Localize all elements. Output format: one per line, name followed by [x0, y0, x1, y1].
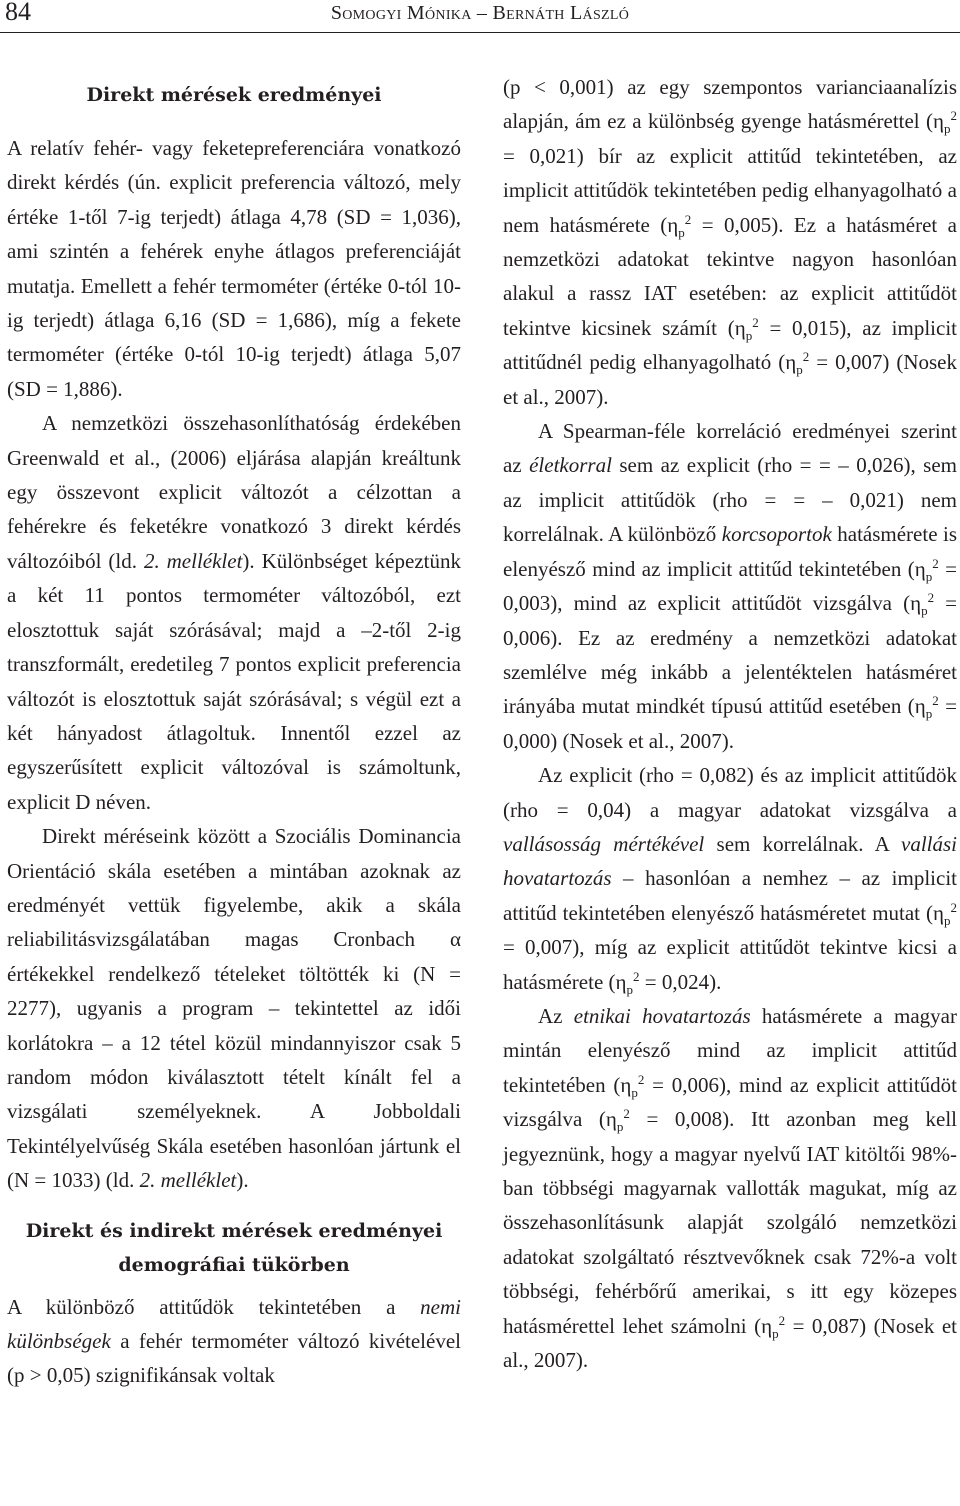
- paragraph: A nemzetközi összehasonlíthatóság érdekében Greenwald et al., (2006) eljárása alapján kreáltunk egy összevont explicit változót a célzottan a fehérekre és feketékre vonatkozó 3 direkt kérdés változóiból (ld. 2. melléklet). Különbséget képeztünk a két 11 pontos termométer változóból, ezt elosztottuk saját szórásával; majd a –2-től 2-ig transzformált, eredetileg 7 pontos explicit preferencia változót is elosztottuk saját szórásával; s végül ezt a két hányadost átlagoltuk. Innentől ezzel az egyszerűsített explicit változóval is számoltunk, explicit D néven.: [7, 411, 461, 814]
- paragraph: Az explicit (rho = 0,082) és az implicit attitűdök (rho = 0,04) a magyar adatokat vizsgálva a vallásosság mértékével sem korrelálnak. A vallási hovatartozás – hasonlóan a nemhez – az implicit attitűd tekintetében elenyésző hatásméretet mutat $(\eta_p^2 = 0,007)$, míg az explicit attitűdöt tekintve kicsi a hatásmérete $(\eta_p^2 = 0,024)$.: [503, 763, 957, 997]
- paragraph: Direkt méréseink között a Szociális Dominancia Orientáció skála esetében a mintában azoknak az eredményét vettük figyelembe, akik a skála reliabilitásvizsgálatában magas Cronbach α értékekkel rendelkező tételeket töltötték ki (N = 2277), ugyanis a program – tekintettel az idői korlátokra – a 12 tétel közül mindannyiszor csak 5 random módon kiválasztott tételt kínált fel a vizsgálati személyeknek. A Jobboldali Tekintélyelvűség Skála esetében hasonlóan jártunk el (N = 1033) (ld. 2. melléklet).: [7, 824, 461, 1193]
- section-heading: Direkt és indirekt mérések eredményei demográfiai tükörben: [25, 1219, 443, 1276]
- section-heading: Direkt mérések eredményei: [86, 84, 382, 106]
- running-head: Somogyi Mónika – Bernáth László: [330, 2, 630, 24]
- page-header: [0, 0, 960, 30]
- page-number: 84: [5, 0, 31, 26]
- paragraph: A különböző attitűdök tekintetében a nemi különbségek a fehér termométer változó kivételével (p > 0,05) szignifikánsak voltak: [7, 1294, 461, 1388]
- paragraph: Az etnikai hovatartozás hatásmérete a magyar mintán elenyésző mind az implicit attitűd tekintetében $(\eta_p^2 = 0,006)$, mind az explicit attitűdöt vizsgálva $(\eta_p^2 = 0,008)$. Itt azonban meg kell jegyeznünk, hogy a magyar nyelvű IAT kitöltői 98%-ban többségi magyarnak vallották magukat, míg az összehasonlításunk alapját szolgáló nemzetközi adatokat szolgáltató résztvevőknek csak 72%-a volt többségi, fehérbőrű amerikai, s itt egy közepes hatásmérettel lehet számolni $(\eta_p^2 = 0,087)$ (Nosek et al., 2007).: [503, 1003, 958, 1373]
- left-column: [7, 70, 461, 1393]
- paragraph: A relatív fehér- vagy feketepreferenciára vonatkozó direkt kérdés (ún. explicit preferencia változó, mely értéke 1-től 7-ig terjedt) átlaga 4,78 (SD = 1,036), ami szintén a fehérek enyhe átlagos preferenciáját mutatja. Emellett a fehér termométer (értéke 0-tól 10-ig terjedt) átlaga 6,16 (SD = 1,686), míg a fekete termométer (értéke 0-tól 10-ig terjedt) átlaga 5,07 (SD = 1,886).: [7, 136, 461, 401]
- right-column: [503, 70, 957, 1377]
- header-rule: [0, 32, 960, 33]
- paragraph: A Spearman-féle korreláció eredményei szerint az életkorral sem az explicit (rho = = – 0,026), sem az implicit attitűdök (rho = = – 0,021) nem korrelálnak. A különböző korcsoportok hatásmérete is elenyésző mind az implicit attitűd tekintetében $(\eta_p^2 = 0,003)$, mind az explicit attitűdöt vizsgálva $(\eta_p^2 = 0,006)$. Ez az eredmény a nemzetközi adatokat szemlélve még inkább a jelentéktelen hatásméret irányába mutat mindkét típusú attitűd esetében $(\eta_p^2 = 0,000)$ (Nosek et al., 2007).: [503, 419, 958, 753]
- paragraph: (p < 0,001) az egy szempontos varianciaanalízis alapján, ám ez a különbség gyenge hatásmérettel $(\eta_p^2 = 0,021)$ bír az explicit attitűd tekintetében, az implicit attitűdök tekintetében pedig elhanyagolható a nem hatásmérete $(\eta_p^2 = 0,005)$. Ez a hatásméret a nemzetközi adatokat tekintve nagyon hasonlóan alakul a rassz IAT esetében: az explicit attitűdöt tekintve kicsinek számít $(\eta_p^2 = 0,015)$, az implicit attitűdnél pedig elhanyagolható $(\eta_p^2 = 0,007)$ (Nosek et al., 2007).: [503, 75, 958, 409]
